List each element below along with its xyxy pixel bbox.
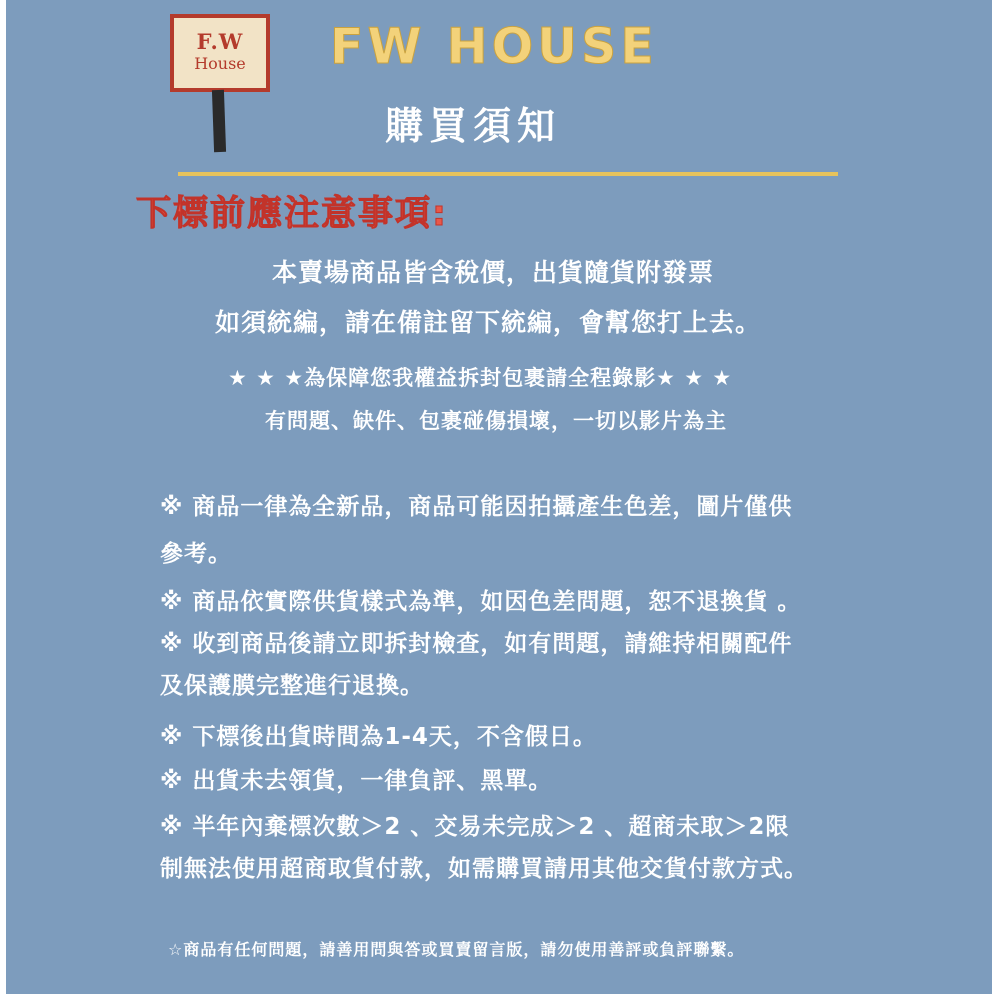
- rule-line-2: 參考。: [160, 541, 232, 567]
- rule-line-4: ※ 收到商品後請立即拆封檢查，如有問題，請維持相關配件: [160, 631, 793, 657]
- rule-line-6: ※ 下標後出貨時間為1-4天，不含假日。: [160, 724, 597, 750]
- notice-line-4: 有問題、缺件、包裹碰傷損壞，一切以影片為主: [265, 409, 727, 433]
- footer-note: ☆商品有任何問題，請善用問與答或買賣留言版，請勿使用善評或負評聯繫。: [168, 940, 745, 959]
- fw-house-sign-logo: [160, 8, 280, 168]
- rule-line-8: ※ 半年內棄標次數＞2 、交易未完成＞2 、超商未取＞2限: [160, 814, 790, 840]
- rule-line-9: 制無法使用超商取貨付款，如需購買請用其他交貨付款方式。: [160, 856, 808, 882]
- header-divider: [178, 172, 838, 176]
- section-title: 下標前應注意事項:: [136, 194, 448, 234]
- logo-post-icon: [212, 90, 226, 152]
- rule-line-3: ※ 商品依實際供貨樣式為準，如因色差問題，恕不退換貨 。: [160, 589, 802, 615]
- rule-line-1: ※ 商品一律為全新品，商品可能因拍攝產生色差，圖片僅供: [160, 494, 793, 520]
- rule-line-5: 及保護膜完整進行退換。: [160, 673, 424, 699]
- logo-line1: F.W: [196, 28, 244, 54]
- logo-board: [170, 14, 270, 92]
- brand-title: FW HOUSE: [330, 18, 658, 75]
- page-subtitle: 購買須知: [385, 104, 562, 148]
- logo-line2: House: [194, 53, 246, 73]
- notice-line-3: ★ ★ ★為保障您我權益拆封包裹請全程錄影★ ★ ★: [228, 366, 733, 390]
- notice-line-1: 本賣場商品皆含稅價，出貨隨貨附發票: [272, 258, 715, 287]
- rule-line-7: ※ 出貨未去領貨，一律負評、黑單。: [160, 768, 553, 794]
- notice-line-2: 如須統編，請在備註留下統編，會幫您打上去。: [215, 308, 762, 337]
